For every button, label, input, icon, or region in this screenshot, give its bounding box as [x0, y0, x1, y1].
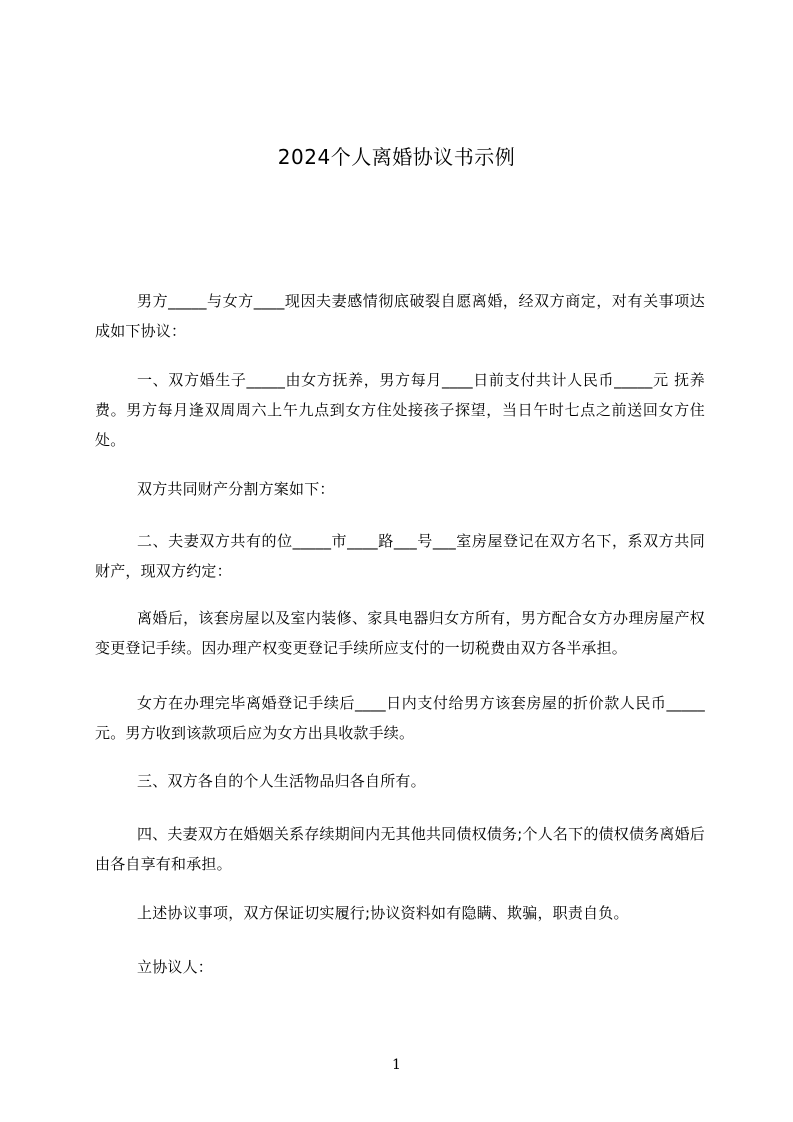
document-title: 2024个人离婚协议书示例 [277, 145, 516, 169]
paragraph-house-allocation: 离婚后，该套房屋以及室内装修、家具电器归女方所有，男方配合女方办理房屋产权变更登记手续。因办理产权变更登记手续所应支付的一切税费由双方各半承担。 [95, 609, 705, 657]
page-number: 1 [392, 1057, 401, 1073]
paragraph-guarantee: 上述协议事项，双方保证切实履行;协议资料如有隐瞒、欺骗，职责自负。 [137, 904, 629, 922]
paragraph-child-custody: 一、双方婚生子_____由女方抚养，男方每月____日前支付共计人民币_____元 抚养费。男方每月逢双周周六上午九点到女方住处接孩子探望，当日午时七点之前送回女方住处。 [95, 371, 705, 449]
paragraph-house-ownership: 二、夫妻双方共有的位_____市____路___号___室房屋登记在双方名下，系双方共同财产，现双方约定： [95, 532, 705, 580]
paragraph-debts: 四、夫妻双方在婚姻关系存续期间内无其他共同债权债务;个人名下的债权债务离婚后由各自享有和承担。 [95, 825, 705, 873]
paragraph-signatories: 立协议人： [137, 958, 214, 976]
paragraph-personal-items: 三、双方各自的个人生活物品归各自所有。 [137, 772, 426, 790]
paragraph-property-intro: 双方共同财产分割方案如下： [137, 480, 335, 498]
paragraph-compensation: 女方在办理完毕离婚登记手续后____日内支付给男方该套房屋的折价款人民币_____元。男方收到该款项后应为女方出具收款手续。 [95, 694, 705, 742]
paragraph-parties: 男方_____与女方____现因夫妻感情彻底破裂自愿离婚，经双方商定，对有关事项达成如下协议： [95, 292, 705, 340]
